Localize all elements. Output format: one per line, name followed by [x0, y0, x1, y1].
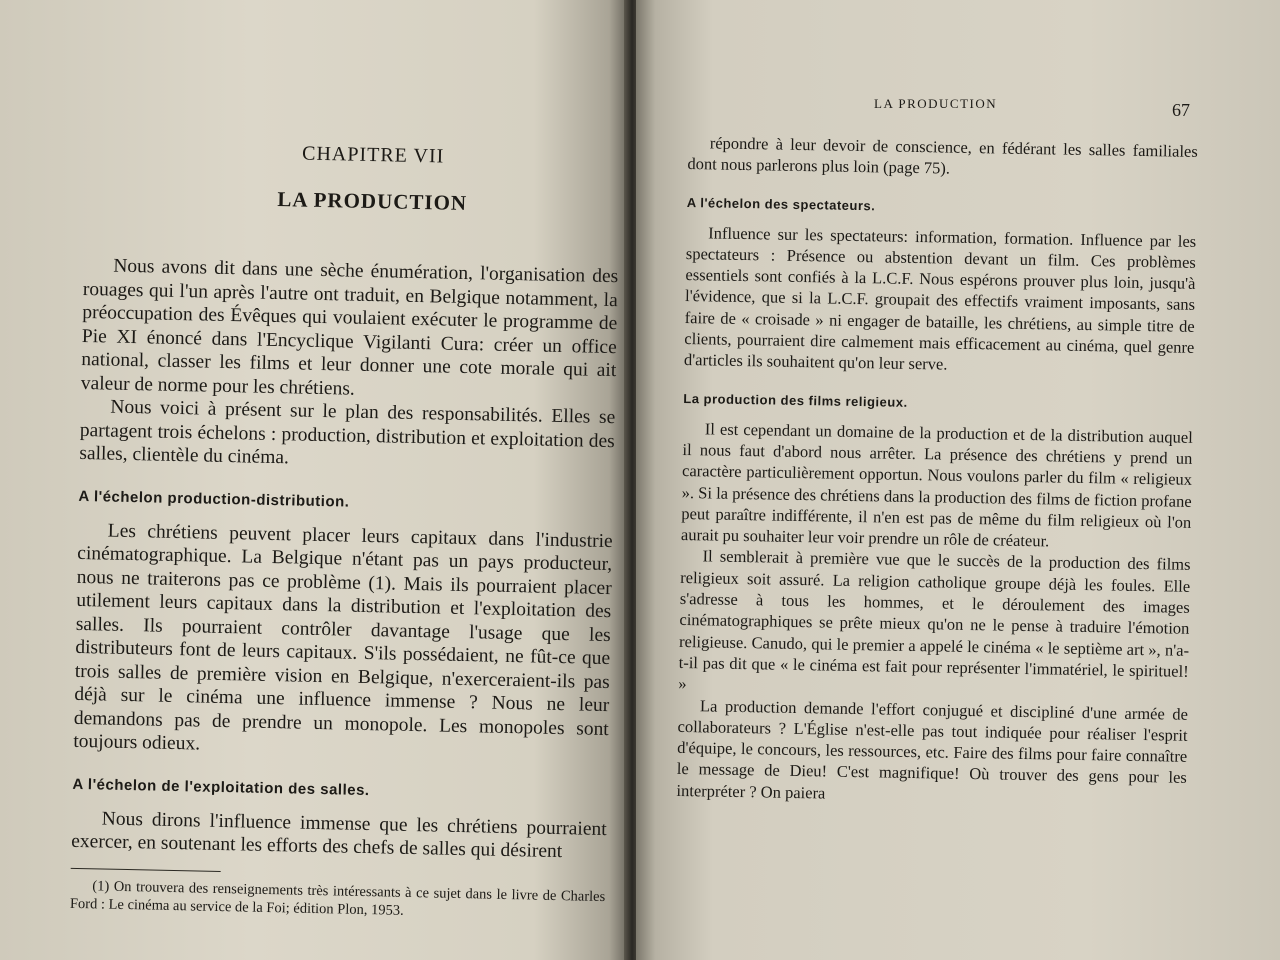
- footnote: (1) On trouvera des renseignements très intéressants à ce sujet dans le livre de Charles Ford : Le cinéma au service de la Foi; édition Plon, 1953.: [69, 877, 606, 919]
- footnote-rule: [71, 867, 221, 871]
- paragraph: Nous voici à présent sur le plan des responsabilités. Elles se partagent trois échelons : production, distribution et exploitation des salles, clientèle du cinéma.: [79, 396, 616, 469]
- paragraph: Les chrétiens peuvent placer leurs capitaux dans l'industrie cinématographique. La Belgique n'étant pas un pays producteur, nous ne traiterons pas ce problème (1). Mais ils pourraient placer utilement leurs capitaux dans la distribution et l'exploitation des salles. Ils pourraient contrôler davantage l'usage que les distributeurs font de leurs capitaux. S'ils possédaient, ne fût-ce que trois salles de première vision en Belgique, n'exerceraient-ils pas déjà sur le cinéma une influence immense ? Nous ne leur demandons pas de prendre un monopole. Les monopoles sont toujours odieux.: [73, 520, 613, 755]
- section-heading: A l'échelon de l'exploitation des salles.: [72, 775, 370, 799]
- page-number: 67: [1172, 100, 1190, 120]
- section-heading: La production des films religieux.: [683, 390, 908, 410]
- right-page-content: [676, 132, 1198, 810]
- left-page: [0, 0, 628, 960]
- section-heading: A l'échelon production-distribution.: [78, 487, 350, 511]
- chapter-heading: CHAPITRE VII: [301, 142, 445, 168]
- paragraph: Influence sur les spectateurs: information, formation. Influence par les spectateurs : Présence ou abstention devant un film. Ces problèmes essentiels sont confiés à la L.C.F. Nous espérons prouver plus loin, jusqu'à l'évidence, que si la L.C.F. groupait des effectifs vraiment imposants, sans faire de « croisade » ni engager de bataille, les chrétiens, au simple titre de clients, pourraient dire calmement mais efficacement au cinéma, quel genre d'articles ils souhaitent qu'on leur serve.: [683, 222, 1197, 374]
- paragraph: Il semblerait à première vue que le succès de la production des films religieux soit assuré. La religion catholique groupe déjà les foules. Elle s'adresse à tous les hommes, et le déroulement des images cinématographiques se prête mieux qu'on ne le pense à traduire l'émotion religieuse. Canudo, qui le premier a appelé le cinéma « le septième art », n'a-t-il pas dit que « le cinéma est fait pour représenter l'immatériel, le spirituel! »: [678, 546, 1191, 694]
- right-page: [636, 0, 1280, 960]
- paragraph: Il est cependant un domaine de la production et de la distribution auquel il nous faut d'abord nous arrêter. La présence des chrétiens y prend un caractère particulièrement opportun. Nous voulons parler du film « religieux ». Si la présence des chrétiens dans la production des films de fiction profane peut paraître indifférente, il n'en est pas de même du film religieux où l'on aurait pu souhaiter leur voir prendre un rôle de créateur.: [680, 419, 1193, 551]
- chapter-title: LA PRODUCTION: [277, 187, 468, 215]
- left-page-content: [70, 138, 621, 924]
- paragraph: répondre à leur devoir de conscience, en fédérant les salles familiales dont nous parlerons plus loin (page 75).: [687, 133, 1198, 178]
- running-head: LA PRODUCTION: [874, 96, 998, 111]
- paragraph: Nous dirons l'influence immense que les chrétiens pourraient exercer, en soutenant les efforts des chefs de salles qui désirent: [71, 807, 607, 863]
- paragraph: Nous avons dit dans une sèche énumération, l'organisation des rouages qui l'un après l'autre ont traduit, en Belgique notamment, la préoccupation des Évêques qui voulaient exécuter le programme de Pie XI énoncé dans l'Encyclique Vigilanti Cura: créer un office national, classer les films et leur donner une cote morale qui ait valeur de norme pour les chrétiens.: [80, 255, 619, 400]
- section-heading: A l'échelon des spectateurs.: [686, 194, 876, 213]
- paragraph: La production demande l'effort conjugué et discipliné d'une armée de collaborateurs ? L'Église n'est-elle pas tout indiquée pour réaliser l'esprit d'équipe, le concours, les ressources, etc. Faire des films pour faire connaître le message de Dieu! C'est magnifique! Où trouver des gens pour les interpréter ? On paiera: [676, 695, 1189, 803]
